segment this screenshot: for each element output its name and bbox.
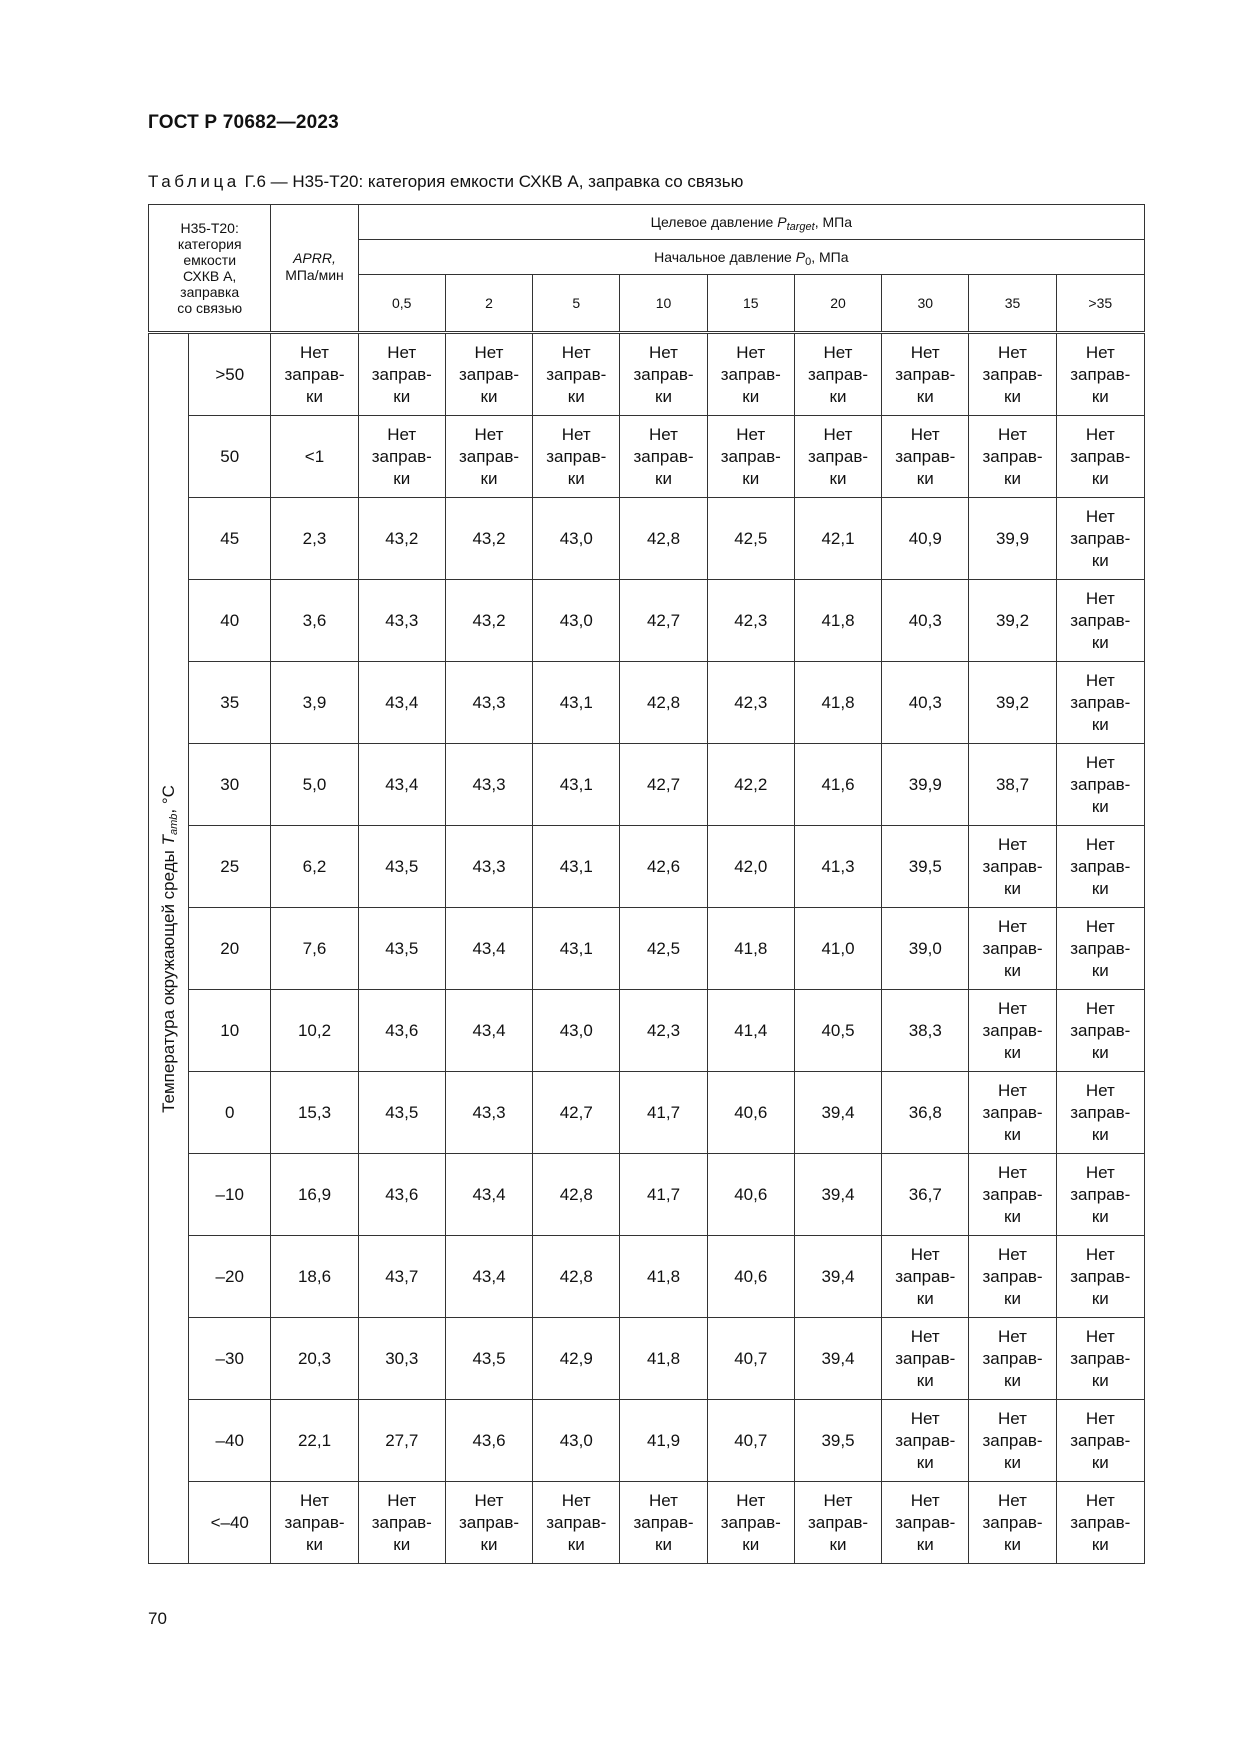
- value-cell: 42,8: [533, 1236, 620, 1318]
- temperature-cell: 0: [189, 1072, 271, 1154]
- table-row: [149, 826, 1145, 908]
- value-cell: Нет заправ- ки: [969, 1482, 1056, 1564]
- value-cell: 42,6: [620, 826, 707, 908]
- value-cell: Нет заправ- ки: [358, 1482, 445, 1564]
- value-cell: 43,3: [445, 744, 532, 826]
- value-cell: 41,7: [620, 1154, 707, 1236]
- value-cell: Нет заправ- ки: [882, 1318, 969, 1400]
- value-cell: 41,8: [794, 580, 881, 662]
- table-row: [149, 662, 1145, 744]
- value-cell: Нет заправ- ки: [1056, 908, 1144, 990]
- aprr-cell: 16,9: [271, 1154, 358, 1236]
- value-cell: 43,6: [358, 990, 445, 1072]
- table-row: [149, 1318, 1145, 1400]
- value-cell: 41,7: [620, 1072, 707, 1154]
- table-row: [149, 990, 1145, 1072]
- value-cell: Нет заправ- ки: [1056, 744, 1144, 826]
- value-cell: Нет заправ- ки: [533, 1482, 620, 1564]
- value-cell: Нет заправ- ки: [358, 416, 445, 498]
- temperature-cell: <–40: [189, 1482, 271, 1564]
- value-cell: 43,1: [533, 826, 620, 908]
- pressure-col-header: >35: [1056, 275, 1144, 333]
- pressure-col-header: 20: [794, 275, 881, 333]
- value-cell: 40,6: [707, 1072, 794, 1154]
- target-pressure-header: Целевое давление $P_{target}$, МПа: [358, 205, 1144, 240]
- temperature-cell: 45: [189, 498, 271, 580]
- pressure-col-header: 2: [445, 275, 532, 333]
- table-caption: [148, 172, 743, 192]
- value-cell: Нет заправ- ки: [1056, 826, 1144, 908]
- value-cell: 39,9: [882, 744, 969, 826]
- value-cell: Нет заправ- ки: [882, 1236, 969, 1318]
- value-cell: 38,3: [882, 990, 969, 1072]
- value-cell: 42,8: [620, 498, 707, 580]
- value-cell: Нет заправ- ки: [1056, 1400, 1144, 1482]
- page-number: 70: [148, 1609, 167, 1628]
- pressure-col-header: 5: [533, 275, 620, 333]
- value-cell: 39,0: [882, 908, 969, 990]
- value-cell: 39,2: [969, 580, 1056, 662]
- value-cell: 43,2: [445, 580, 532, 662]
- value-cell: 39,4: [794, 1236, 881, 1318]
- value-cell: 43,3: [445, 826, 532, 908]
- value-cell: Нет заправ- ки: [1056, 1482, 1144, 1564]
- aprr-cell: 22,1: [271, 1400, 358, 1482]
- initial-pressure-header: Начальное давление $P_0$, МПа: [358, 240, 1144, 275]
- aprr-cell: 6,2: [271, 826, 358, 908]
- value-cell: Нет заправ- ки: [620, 416, 707, 498]
- value-cell: 38,7: [969, 744, 1056, 826]
- table-row: [149, 1236, 1145, 1318]
- value-cell: 42,5: [620, 908, 707, 990]
- aprr-cell: 10,2: [271, 990, 358, 1072]
- table-row: [149, 498, 1145, 580]
- value-cell: Нет заправ- ки: [707, 1482, 794, 1564]
- aprr-cell: 3,9: [271, 662, 358, 744]
- value-cell: 43,4: [358, 744, 445, 826]
- value-cell: Нет заправ- ки: [969, 416, 1056, 498]
- value-cell: Нет заправ- ки: [882, 1482, 969, 1564]
- value-cell: 42,5: [707, 498, 794, 580]
- pressure-col-header: 0,5: [358, 275, 445, 333]
- value-cell: 43,1: [533, 662, 620, 744]
- value-cell: 42,8: [533, 1154, 620, 1236]
- value-cell: 42,3: [620, 990, 707, 1072]
- temperature-cell: 20: [189, 908, 271, 990]
- value-cell: 43,5: [358, 826, 445, 908]
- pressure-col-header: 10: [620, 275, 707, 333]
- aprr-cell: 3,6: [271, 580, 358, 662]
- pressure-col-header: 35: [969, 275, 1056, 333]
- value-cell: Нет заправ- ки: [620, 333, 707, 416]
- value-cell: Нет заправ- ки: [969, 1154, 1056, 1236]
- value-cell: 41,8: [707, 908, 794, 990]
- pressure-col-header: 15: [707, 275, 794, 333]
- value-cell: 43,6: [358, 1154, 445, 1236]
- value-cell: 43,0: [533, 580, 620, 662]
- value-cell: 40,7: [707, 1318, 794, 1400]
- value-cell: 43,2: [445, 498, 532, 580]
- value-cell: Нет заправ- ки: [969, 333, 1056, 416]
- value-cell: 39,5: [882, 826, 969, 908]
- temperature-cell: –10: [189, 1154, 271, 1236]
- value-cell: 42,7: [620, 744, 707, 826]
- value-cell: 40,6: [707, 1236, 794, 1318]
- value-cell: 39,2: [969, 662, 1056, 744]
- value-cell: 39,9: [969, 498, 1056, 580]
- value-cell: 41,9: [620, 1400, 707, 1482]
- value-cell: 40,9: [882, 498, 969, 580]
- caption-text: Г.6 — Н35-Т20: категория емкости СХКВ А, заправка со связью: [244, 172, 744, 191]
- value-cell: 40,5: [794, 990, 881, 1072]
- aprr-cell: 2,3: [271, 498, 358, 580]
- value-cell: 42,3: [707, 580, 794, 662]
- value-cell: 40,3: [882, 662, 969, 744]
- value-cell: 36,8: [882, 1072, 969, 1154]
- value-cell: Нет заправ- ки: [1056, 1072, 1144, 1154]
- value-cell: Нет заправ- ки: [533, 333, 620, 416]
- value-cell: Нет заправ- ки: [794, 333, 881, 416]
- temperature-cell: 50: [189, 416, 271, 498]
- value-cell: Нет заправ- ки: [1056, 1318, 1144, 1400]
- value-cell: 43,6: [445, 1400, 532, 1482]
- value-cell: 41,8: [620, 1236, 707, 1318]
- value-cell: 41,6: [794, 744, 881, 826]
- value-cell: 43,0: [533, 498, 620, 580]
- value-cell: 43,1: [533, 744, 620, 826]
- value-cell: 42,7: [620, 580, 707, 662]
- table-row: [149, 744, 1145, 826]
- value-cell: 43,3: [445, 662, 532, 744]
- table-row: [149, 1482, 1145, 1564]
- value-cell: 41,0: [794, 908, 881, 990]
- value-cell: 41,4: [707, 990, 794, 1072]
- value-cell: 40,6: [707, 1154, 794, 1236]
- value-cell: 42,9: [533, 1318, 620, 1400]
- table-row: [149, 1154, 1145, 1236]
- temperature-cell: 10: [189, 990, 271, 1072]
- value-cell: Нет заправ- ки: [1056, 662, 1144, 744]
- value-cell: 43,4: [445, 1236, 532, 1318]
- value-cell: Нет заправ- ки: [1056, 498, 1144, 580]
- value-cell: 43,3: [445, 1072, 532, 1154]
- value-cell: 40,3: [882, 580, 969, 662]
- aprr-header: APRR, МПа/мин: [271, 205, 358, 333]
- value-cell: 43,7: [358, 1236, 445, 1318]
- value-cell: 42,3: [707, 662, 794, 744]
- pressure-col-header: 30: [882, 275, 969, 333]
- table-row: [149, 580, 1145, 662]
- value-cell: 42,2: [707, 744, 794, 826]
- aprr-cell: 15,3: [271, 1072, 358, 1154]
- value-cell: Нет заправ- ки: [533, 416, 620, 498]
- value-cell: Нет заправ- ки: [882, 333, 969, 416]
- value-cell: 43,4: [445, 1154, 532, 1236]
- value-cell: Нет заправ- ки: [1056, 416, 1144, 498]
- caption-word: Таблица: [148, 172, 240, 191]
- temperature-axis-label: Температура окружающей среды $T_{amb}$, °С: [149, 333, 189, 1564]
- value-cell: 39,4: [794, 1154, 881, 1236]
- temperature-cell: >50: [189, 333, 271, 416]
- aprr-cell: Нет заправ- ки: [271, 1482, 358, 1564]
- aprr-cell: 7,6: [271, 908, 358, 990]
- value-cell: 39,5: [794, 1400, 881, 1482]
- value-cell: Нет заправ- ки: [969, 1072, 1056, 1154]
- value-cell: Нет заправ- ки: [969, 1318, 1056, 1400]
- temperature-cell: –30: [189, 1318, 271, 1400]
- corner-header: Н35-Т20: категория емкости СХКВ А, заправка со связью: [149, 205, 271, 333]
- value-cell: 42,1: [794, 498, 881, 580]
- value-cell: 41,8: [794, 662, 881, 744]
- value-cell: 43,5: [358, 1072, 445, 1154]
- value-cell: Нет заправ- ки: [1056, 1236, 1144, 1318]
- value-cell: 43,2: [358, 498, 445, 580]
- value-cell: Нет заправ- ки: [445, 416, 532, 498]
- value-cell: Нет заправ- ки: [445, 1482, 532, 1564]
- value-cell: Нет заправ- ки: [445, 333, 532, 416]
- value-cell: Нет заправ- ки: [620, 1482, 707, 1564]
- value-cell: Нет заправ- ки: [1056, 990, 1144, 1072]
- value-cell: Нет заправ- ки: [882, 416, 969, 498]
- value-cell: Нет заправ- ки: [707, 416, 794, 498]
- aprr-cell: 18,6: [271, 1236, 358, 1318]
- value-cell: 43,5: [445, 1318, 532, 1400]
- value-cell: 41,3: [794, 826, 881, 908]
- temperature-cell: 35: [189, 662, 271, 744]
- standard-code: ГОСТ Р 70682—2023: [148, 112, 339, 133]
- value-cell: 42,0: [707, 826, 794, 908]
- temperature-cell: –20: [189, 1236, 271, 1318]
- value-cell: Нет заправ- ки: [969, 1400, 1056, 1482]
- value-cell: 43,4: [445, 908, 532, 990]
- table-row: [149, 908, 1145, 990]
- value-cell: Нет заправ- ки: [882, 1400, 969, 1482]
- temperature-cell: –40: [189, 1400, 271, 1482]
- value-cell: Нет заправ- ки: [969, 908, 1056, 990]
- value-cell: 43,1: [533, 908, 620, 990]
- value-cell: 40,7: [707, 1400, 794, 1482]
- value-cell: 41,8: [620, 1318, 707, 1400]
- value-cell: 42,7: [533, 1072, 620, 1154]
- value-cell: 43,3: [358, 580, 445, 662]
- value-cell: Нет заправ- ки: [969, 826, 1056, 908]
- data-table: [148, 204, 1145, 1564]
- value-cell: 39,4: [794, 1318, 881, 1400]
- value-cell: Нет заправ- ки: [794, 416, 881, 498]
- value-cell: 43,5: [358, 908, 445, 990]
- value-cell: Нет заправ- ки: [1056, 580, 1144, 662]
- table-row: [149, 416, 1145, 498]
- value-cell: 27,7: [358, 1400, 445, 1482]
- aprr-cell: 5,0: [271, 744, 358, 826]
- table-row: [149, 333, 1145, 416]
- aprr-cell: Нет заправ- ки: [271, 333, 358, 416]
- temperature-cell: 40: [189, 580, 271, 662]
- value-cell: Нет заправ- ки: [794, 1482, 881, 1564]
- value-cell: 43,4: [445, 990, 532, 1072]
- aprr-cell: <1: [271, 416, 358, 498]
- value-cell: Нет заправ- ки: [969, 1236, 1056, 1318]
- value-cell: Нет заправ- ки: [1056, 333, 1144, 416]
- value-cell: 36,7: [882, 1154, 969, 1236]
- value-cell: 30,3: [358, 1318, 445, 1400]
- table-row: [149, 1400, 1145, 1482]
- value-cell: Нет заправ- ки: [707, 333, 794, 416]
- value-cell: Нет заправ- ки: [1056, 1154, 1144, 1236]
- table-row: [149, 1072, 1145, 1154]
- value-cell: Нет заправ- ки: [969, 990, 1056, 1072]
- temperature-cell: 30: [189, 744, 271, 826]
- value-cell: 43,4: [358, 662, 445, 744]
- value-cell: 43,0: [533, 1400, 620, 1482]
- value-cell: 42,8: [620, 662, 707, 744]
- temperature-cell: 25: [189, 826, 271, 908]
- aprr-cell: 20,3: [271, 1318, 358, 1400]
- value-cell: 43,0: [533, 990, 620, 1072]
- value-cell: 39,4: [794, 1072, 881, 1154]
- value-cell: Нет заправ- ки: [358, 333, 445, 416]
